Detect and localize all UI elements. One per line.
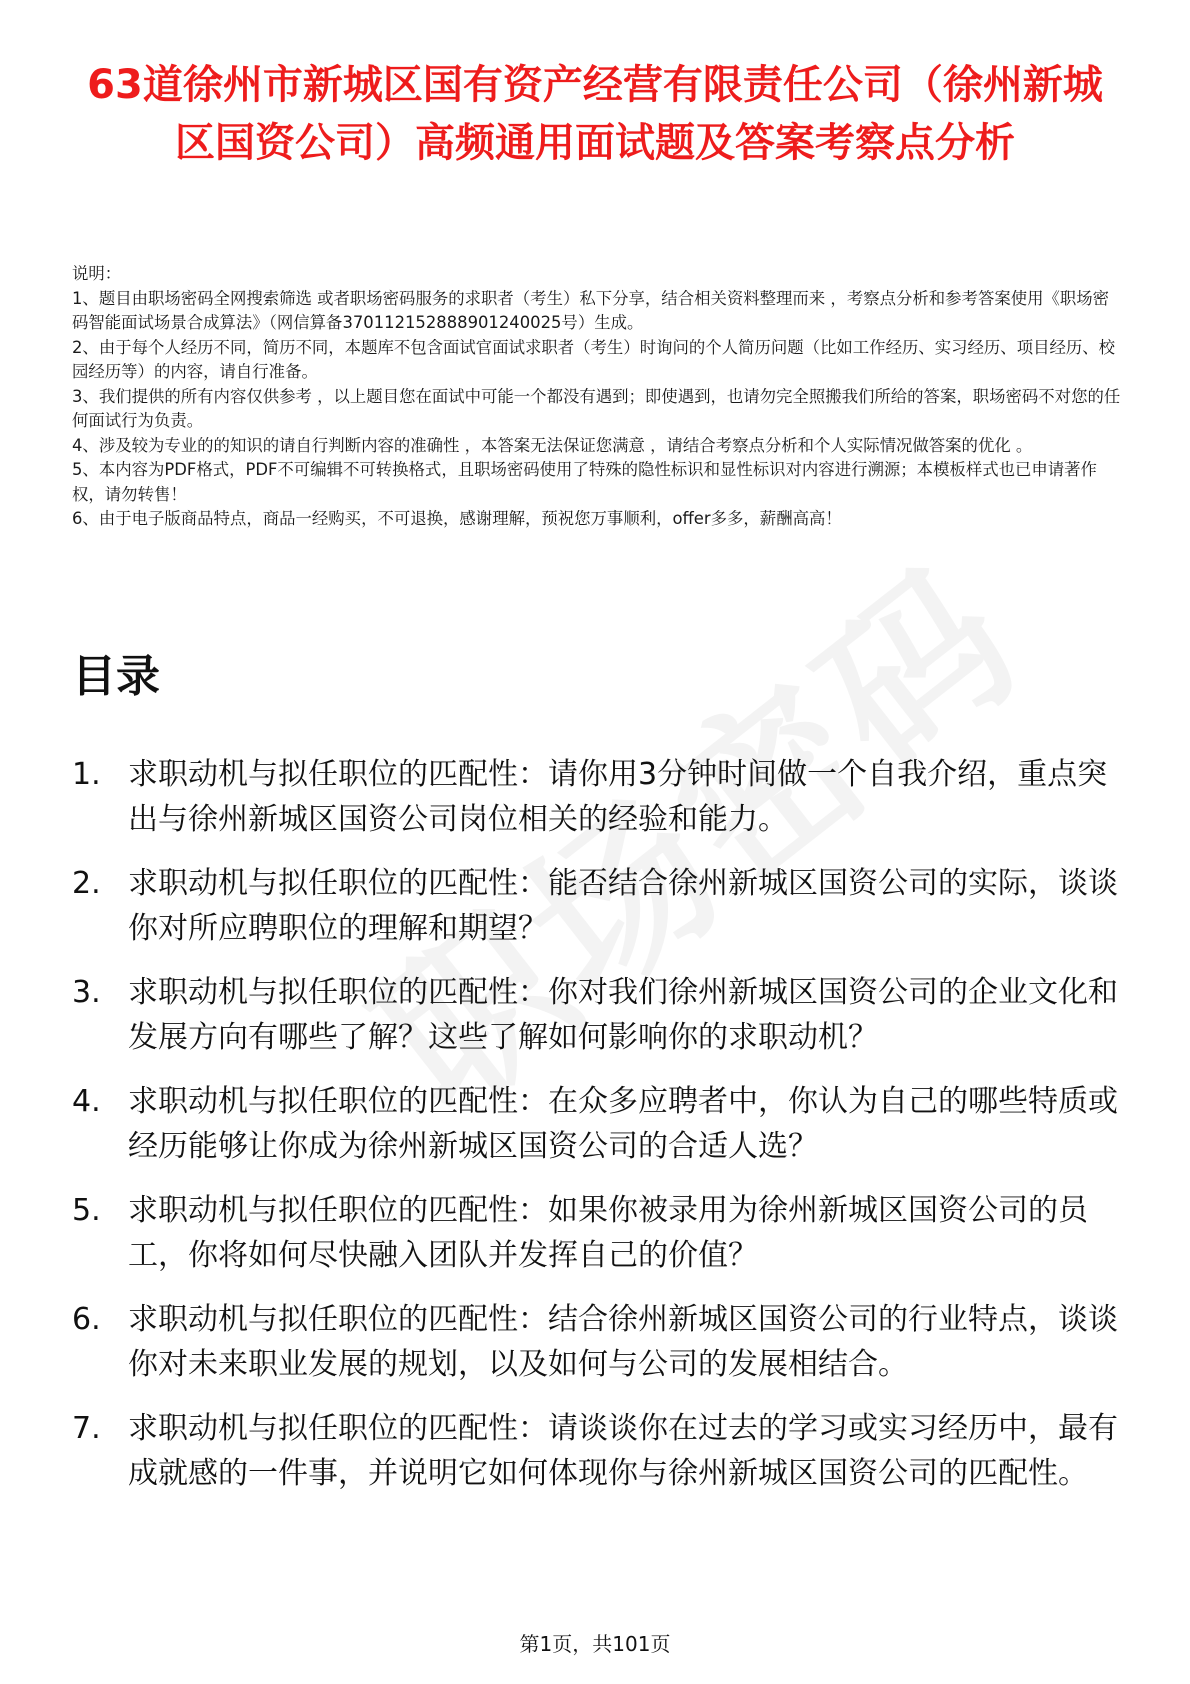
toc-item-number: 4. [72, 1084, 101, 1119]
toc-item-number: 3. [72, 975, 101, 1010]
toc-item-text: 求职动机与拟任职位的匹配性：能否结合徐州新城区国资公司的实际，谈谈你对所应聘职位的理解和期望？ [128, 866, 1118, 946]
toc-item-number: 7. [72, 1411, 101, 1446]
page-footer: 第1页，共101页 [519, 1632, 671, 1656]
notes-item: 5、本内容为PDF格式，PDF不可编辑不可转换格式，且职场密码使用了特殊的隐性标识和显性标识对内容进行溯源；本模板样式也已申请著作权，请勿转售！ [72, 460, 1097, 504]
notes-item: 2、由于每个人经历不同，简历不同，本题库不包含面试官面试求职者（考生）时询问的个人简历问题（比如工作经历、实习经历、项目经历、校园经历等）的内容，请自行准备。 [72, 337, 1116, 381]
toc-heading: 目录 [72, 651, 160, 702]
toc-item[interactable] [72, 1188, 1122, 1278]
toc-item-text: 求职动机与拟任职位的匹配性：请你用3分钟时间做一个自我介绍，重点突出与徐州新城区国资公司岗位相关的经验和能力。 [128, 757, 1108, 837]
notes-item: 4、涉及较为专业的的知识的请自行判断内容的准确性 ，本答案无法保证您满意 ，请结合考察点分析和个人实际情况做答案的优化 。 [72, 435, 1033, 455]
toc-item-number: 6. [72, 1302, 101, 1337]
toc-item[interactable] [72, 1297, 1122, 1387]
notes-section [72, 262, 1122, 532]
toc-item-number: 2. [72, 866, 101, 901]
toc-item-number: 1. [72, 757, 101, 792]
toc-item[interactable] [72, 752, 1122, 842]
notes-item: 1、题目由职场密码全网搜索筛选 或者职场密码服务的求职者（考生）私下分享，结合相关资料整理而来 ，考察点分析和参考答案使用《职场密码智能面试场景合成算法》（网信算备370112152888901240025号）生成。 [72, 288, 1110, 332]
toc-item[interactable] [72, 861, 1122, 951]
toc-item-text: 求职动机与拟任职位的匹配性：在众多应聘者中，你认为自己的哪些特质或经历能够让你成为徐州新城区国资公司的合适人选？ [128, 1084, 1118, 1164]
toc-item[interactable] [72, 970, 1122, 1060]
toc-item[interactable] [72, 1079, 1122, 1169]
toc-item-text: 求职动机与拟任职位的匹配性：如果你被录用为徐州新城区国资公司的员工，你将如何尽快融入团队并发挥自己的价值？ [128, 1193, 1088, 1273]
document-title: 63道徐州市新城区国有资产经营有限责任公司（徐州新城区国资公司）高频通用面试题及答案考察点分析 [87, 62, 1103, 166]
toc-item-text: 求职动机与拟任职位的匹配性：请谈谈你在过去的学习或实习经历中，最有成就感的一件事，并说明它如何体现你与徐州新城区国资公司的匹配性。 [128, 1411, 1118, 1491]
toc-item-number: 5. [72, 1193, 101, 1228]
toc-list [72, 752, 1122, 1515]
notes-heading: 说明： [72, 264, 122, 283]
notes-item: 6、由于电子版商品特点，商品一经购买，不可退换，感谢理解，预祝您万事顺利，offer多多，薪酬高高！ [72, 509, 842, 528]
notes-item: 3、我们提供的所有内容仅供参考 ，以上题目您在面试中可能一个都没有遇到；即使遇到，也请勿完全照搬我们所给的答案，职场密码不对您的任何面试行为负责。 [72, 386, 1121, 430]
toc-item[interactable] [72, 1406, 1122, 1496]
toc-item-text: 求职动机与拟任职位的匹配性：结合徐州新城区国资公司的行业特点，谈谈你对未来职业发展的规划，以及如何与公司的发展相结合。 [128, 1302, 1118, 1382]
toc-item-text: 求职动机与拟任职位的匹配性：你对我们徐州新城区国资公司的企业文化和发展方向有哪些了解？这些了解如何影响你的求职动机？ [128, 975, 1118, 1055]
